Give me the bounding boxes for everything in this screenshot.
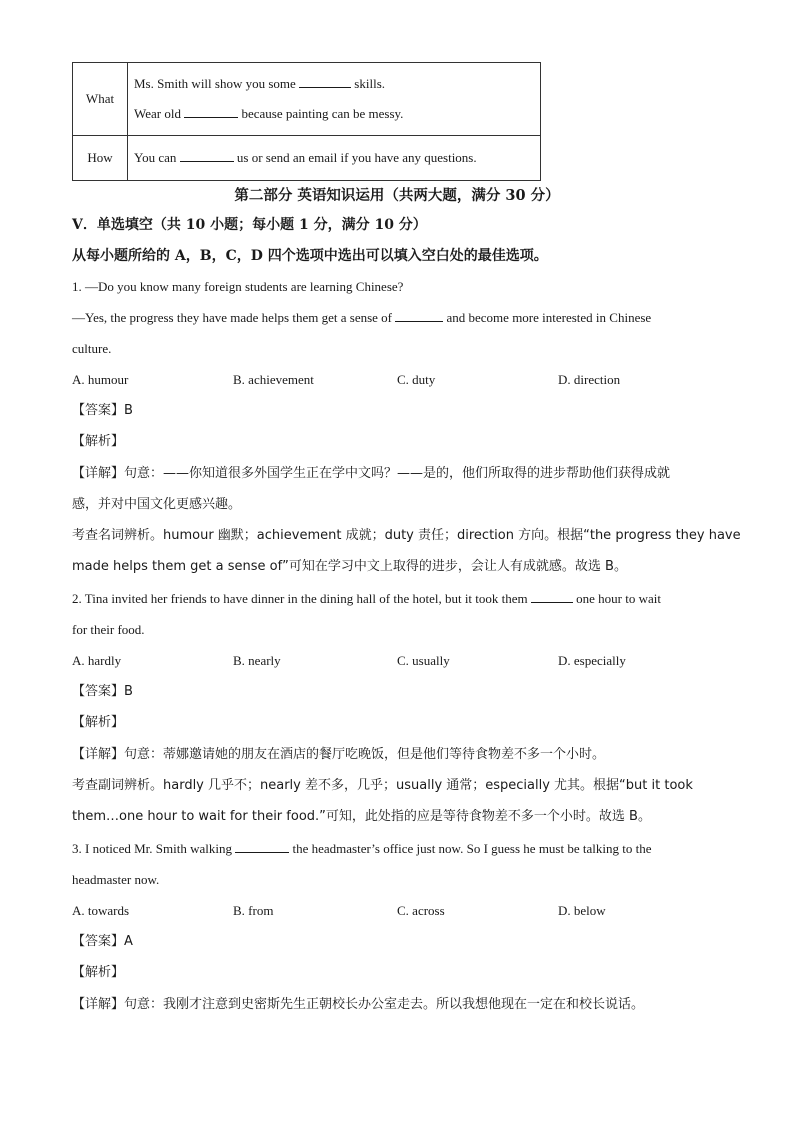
option-a: A. humour	[72, 372, 129, 387]
option-d: D. below	[558, 903, 606, 918]
text-segment: 2. Tina invited her friends to have dinner in the dining hall of the hotel, but it took them	[72, 591, 531, 606]
table-key-cell: How	[73, 136, 128, 181]
detail-line: 考查副词辨析。hardly 几乎不；nearly 差不多，几乎；usually 通常；especially 尤其。根据“but it took	[72, 778, 693, 793]
text-segment: one hour to wait	[572, 591, 661, 606]
detail-line: them…one hour to wait for their food.”可知，此处指的应是等待食物差不多一个小时。故选 B。	[72, 809, 651, 824]
option-b: B. from	[233, 903, 274, 918]
detail-line: 【详解】句意：蒂娜邀请她的朋友在酒店的餐厅吃晚饭，但是他们等待食物差不多一个小时。	[72, 747, 606, 762]
text-segment: because painting can be messy.	[238, 106, 404, 121]
question-1-line: culture.	[72, 341, 112, 356]
table-value-cell	[128, 63, 541, 136]
option-b: B. achievement	[233, 372, 314, 387]
part-title: Ⅴ．单选填空（共 10 小题；每小题 1 分，满分 10 分）	[72, 217, 427, 233]
answer-blank	[235, 840, 289, 853]
question-3-line	[72, 840, 651, 858]
question-1-line	[72, 309, 651, 327]
text-segment: Wear old	[134, 106, 185, 121]
answer-blank	[395, 309, 443, 322]
text-segment: —Yes, the progress they have made helps them get a sense of	[72, 310, 396, 325]
option-a: A. hardly	[72, 653, 122, 668]
table-line	[134, 143, 539, 173]
text-segment: 3. I noticed Mr. Smith walking	[72, 841, 236, 856]
question-2-line: for their food.	[72, 622, 145, 637]
detail-line: 考查名词辨析。humour 幽默；achievement 成就；duty 责任；direction 方向。根据“the progress they have	[72, 528, 741, 543]
table-line	[134, 69, 539, 99]
analysis-label: 【解析】	[72, 715, 125, 730]
option-b: B. nearly	[233, 653, 281, 668]
option-c: C. usually	[397, 653, 450, 668]
option-d: D. especially	[558, 653, 626, 668]
option-c: C. across	[397, 903, 445, 918]
info-table	[72, 62, 541, 181]
answer-blank	[531, 590, 573, 603]
detail-line: 【详解】句意：我刚才注意到史密斯先生正朝校长办公室走去。所以我想他现在一定在和校长说话。	[72, 997, 645, 1012]
section-title: 第二部分 英语知识运用（共两大题，满分 30 分）	[234, 187, 560, 204]
table-row	[73, 63, 541, 136]
part-instruction: 从每小题所给的 A，B，C，D 四个选项中选出可以填入空白处的最佳选项。	[72, 248, 548, 264]
text-segment: You can	[134, 150, 180, 165]
answer-blank	[299, 75, 351, 88]
question-2-line	[72, 590, 661, 608]
text-segment: us or send an email if you have any questions.	[233, 150, 477, 165]
option-d: D. direction	[558, 372, 621, 387]
analysis-label: 【解析】	[72, 434, 125, 449]
table-line	[134, 99, 539, 129]
answer-blank	[180, 149, 234, 162]
option-c: C. duty	[397, 372, 436, 387]
table-key-cell: What	[73, 63, 128, 136]
text-segment: skills.	[351, 76, 386, 91]
question-1-line: 1. —Do you know many foreign students are learning Chinese?	[72, 279, 404, 294]
table-value-cell	[128, 136, 541, 181]
answer-line: 【答案】A	[72, 934, 133, 949]
option-a: A. towards	[72, 903, 130, 918]
answer-line: 【答案】B	[72, 684, 133, 699]
detail-line: 【详解】句意：——你知道很多外国学生正在学中文吗？——是的，他们所取得的进步帮助他们获得成就	[72, 466, 671, 481]
answer-blank	[184, 105, 238, 118]
detail-line: made helps them get a sense of”可知在学习中文上取得的进步，会让人有成就感。故选 B。	[72, 559, 627, 574]
text-segment: Ms. Smith will show you some	[134, 76, 300, 91]
text-segment: and become more interested in Chinese	[443, 310, 652, 325]
analysis-label: 【解析】	[72, 965, 125, 980]
detail-line: 感，并对中国文化更感兴趣。	[72, 497, 242, 512]
text-segment: the headmaster’s office just now. So I guess he must be talking to the	[289, 841, 652, 856]
table-row	[73, 136, 541, 181]
answer-line: 【答案】B	[72, 403, 133, 418]
question-3-line: headmaster now.	[72, 872, 160, 887]
